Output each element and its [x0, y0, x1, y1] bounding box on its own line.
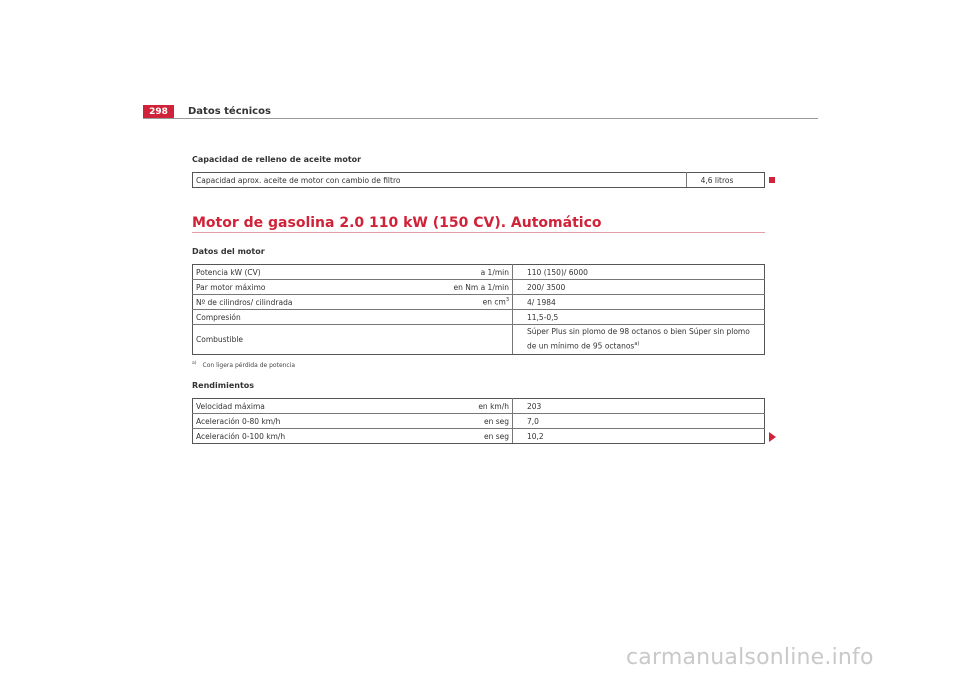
- row-unit: en Nm a 1/min: [426, 280, 513, 295]
- section-divider: [192, 232, 765, 233]
- table-row: [193, 295, 765, 310]
- row-label: Velocidad máxima: [193, 399, 427, 414]
- table-row: [193, 265, 765, 280]
- row-unit: en seg: [426, 414, 513, 429]
- page-number: 298: [143, 105, 174, 118]
- row-label: Par motor máximo: [193, 280, 427, 295]
- row-label: Aceleración 0-80 km/h: [193, 414, 427, 429]
- oil-capacity-table: [192, 172, 765, 188]
- engine-data-heading: Datos del motor: [192, 247, 265, 256]
- unit-superscript: 3: [505, 297, 509, 304]
- row-label: Aceleración 0-100 km/h: [193, 429, 427, 444]
- row-value: 200/ 3500: [513, 280, 765, 295]
- row-label: Combustible: [193, 325, 427, 355]
- watermark: carmanualsonline.info: [626, 645, 874, 670]
- footnote: [192, 361, 295, 369]
- row-value: 4/ 1984: [513, 295, 765, 310]
- unit-text: en cm: [482, 297, 506, 307]
- row-label: Potencia kW (CV): [193, 265, 427, 280]
- row-value: 110 (150)/ 6000: [513, 265, 765, 280]
- row-value: 7,0: [513, 414, 765, 429]
- row-unit: [426, 310, 513, 325]
- footnote-mark: a): [192, 361, 197, 366]
- oil-capacity-label: Capacidad aprox. aceite de motor con cambio de filtro: [193, 173, 687, 188]
- section-end-marker: [769, 177, 775, 183]
- oil-capacity-value: 4,6 litros: [686, 173, 764, 188]
- row-unit: [426, 325, 513, 355]
- table-row: [193, 310, 765, 325]
- fuel-text: Súper Plus sin plomo de 98 octanos o bien Súper sin plomo de un mínimo de 95 octanos: [527, 327, 750, 351]
- row-unit: en seg: [426, 429, 513, 444]
- table-row: [193, 325, 765, 355]
- table-row: [193, 429, 765, 444]
- footnote-text: Con ligera pérdida de potencia: [202, 362, 296, 369]
- row-value: 203: [513, 399, 765, 414]
- engine-section-title: Motor de gasolina 2.0 110 kW (150 CV). Automático: [192, 215, 602, 231]
- row-unit: a 1/min: [426, 265, 513, 280]
- row-value: [513, 325, 765, 355]
- table-row: [193, 399, 765, 414]
- header-divider: [143, 118, 818, 119]
- performance-table: [192, 398, 765, 444]
- row-value: 10,2: [513, 429, 765, 444]
- row-unit: [426, 295, 513, 310]
- table-row: [193, 280, 765, 295]
- engine-data-table: [192, 264, 765, 355]
- table-row: [193, 414, 765, 429]
- row-unit: en km/h: [426, 399, 513, 414]
- row-value: 11,5-0,5: [513, 310, 765, 325]
- footnote-ref: a): [634, 341, 640, 348]
- oil-capacity-heading: Capacidad de relleno de aceite motor: [192, 155, 362, 164]
- row-label: Nº de cilindros/ cilindrada: [193, 295, 427, 310]
- row-label: Compresión: [193, 310, 427, 325]
- table-row: [193, 173, 765, 188]
- performance-heading: Rendimientos: [192, 381, 255, 390]
- continue-arrow-icon: [769, 432, 776, 442]
- page-header-title: Datos técnicos: [188, 106, 271, 117]
